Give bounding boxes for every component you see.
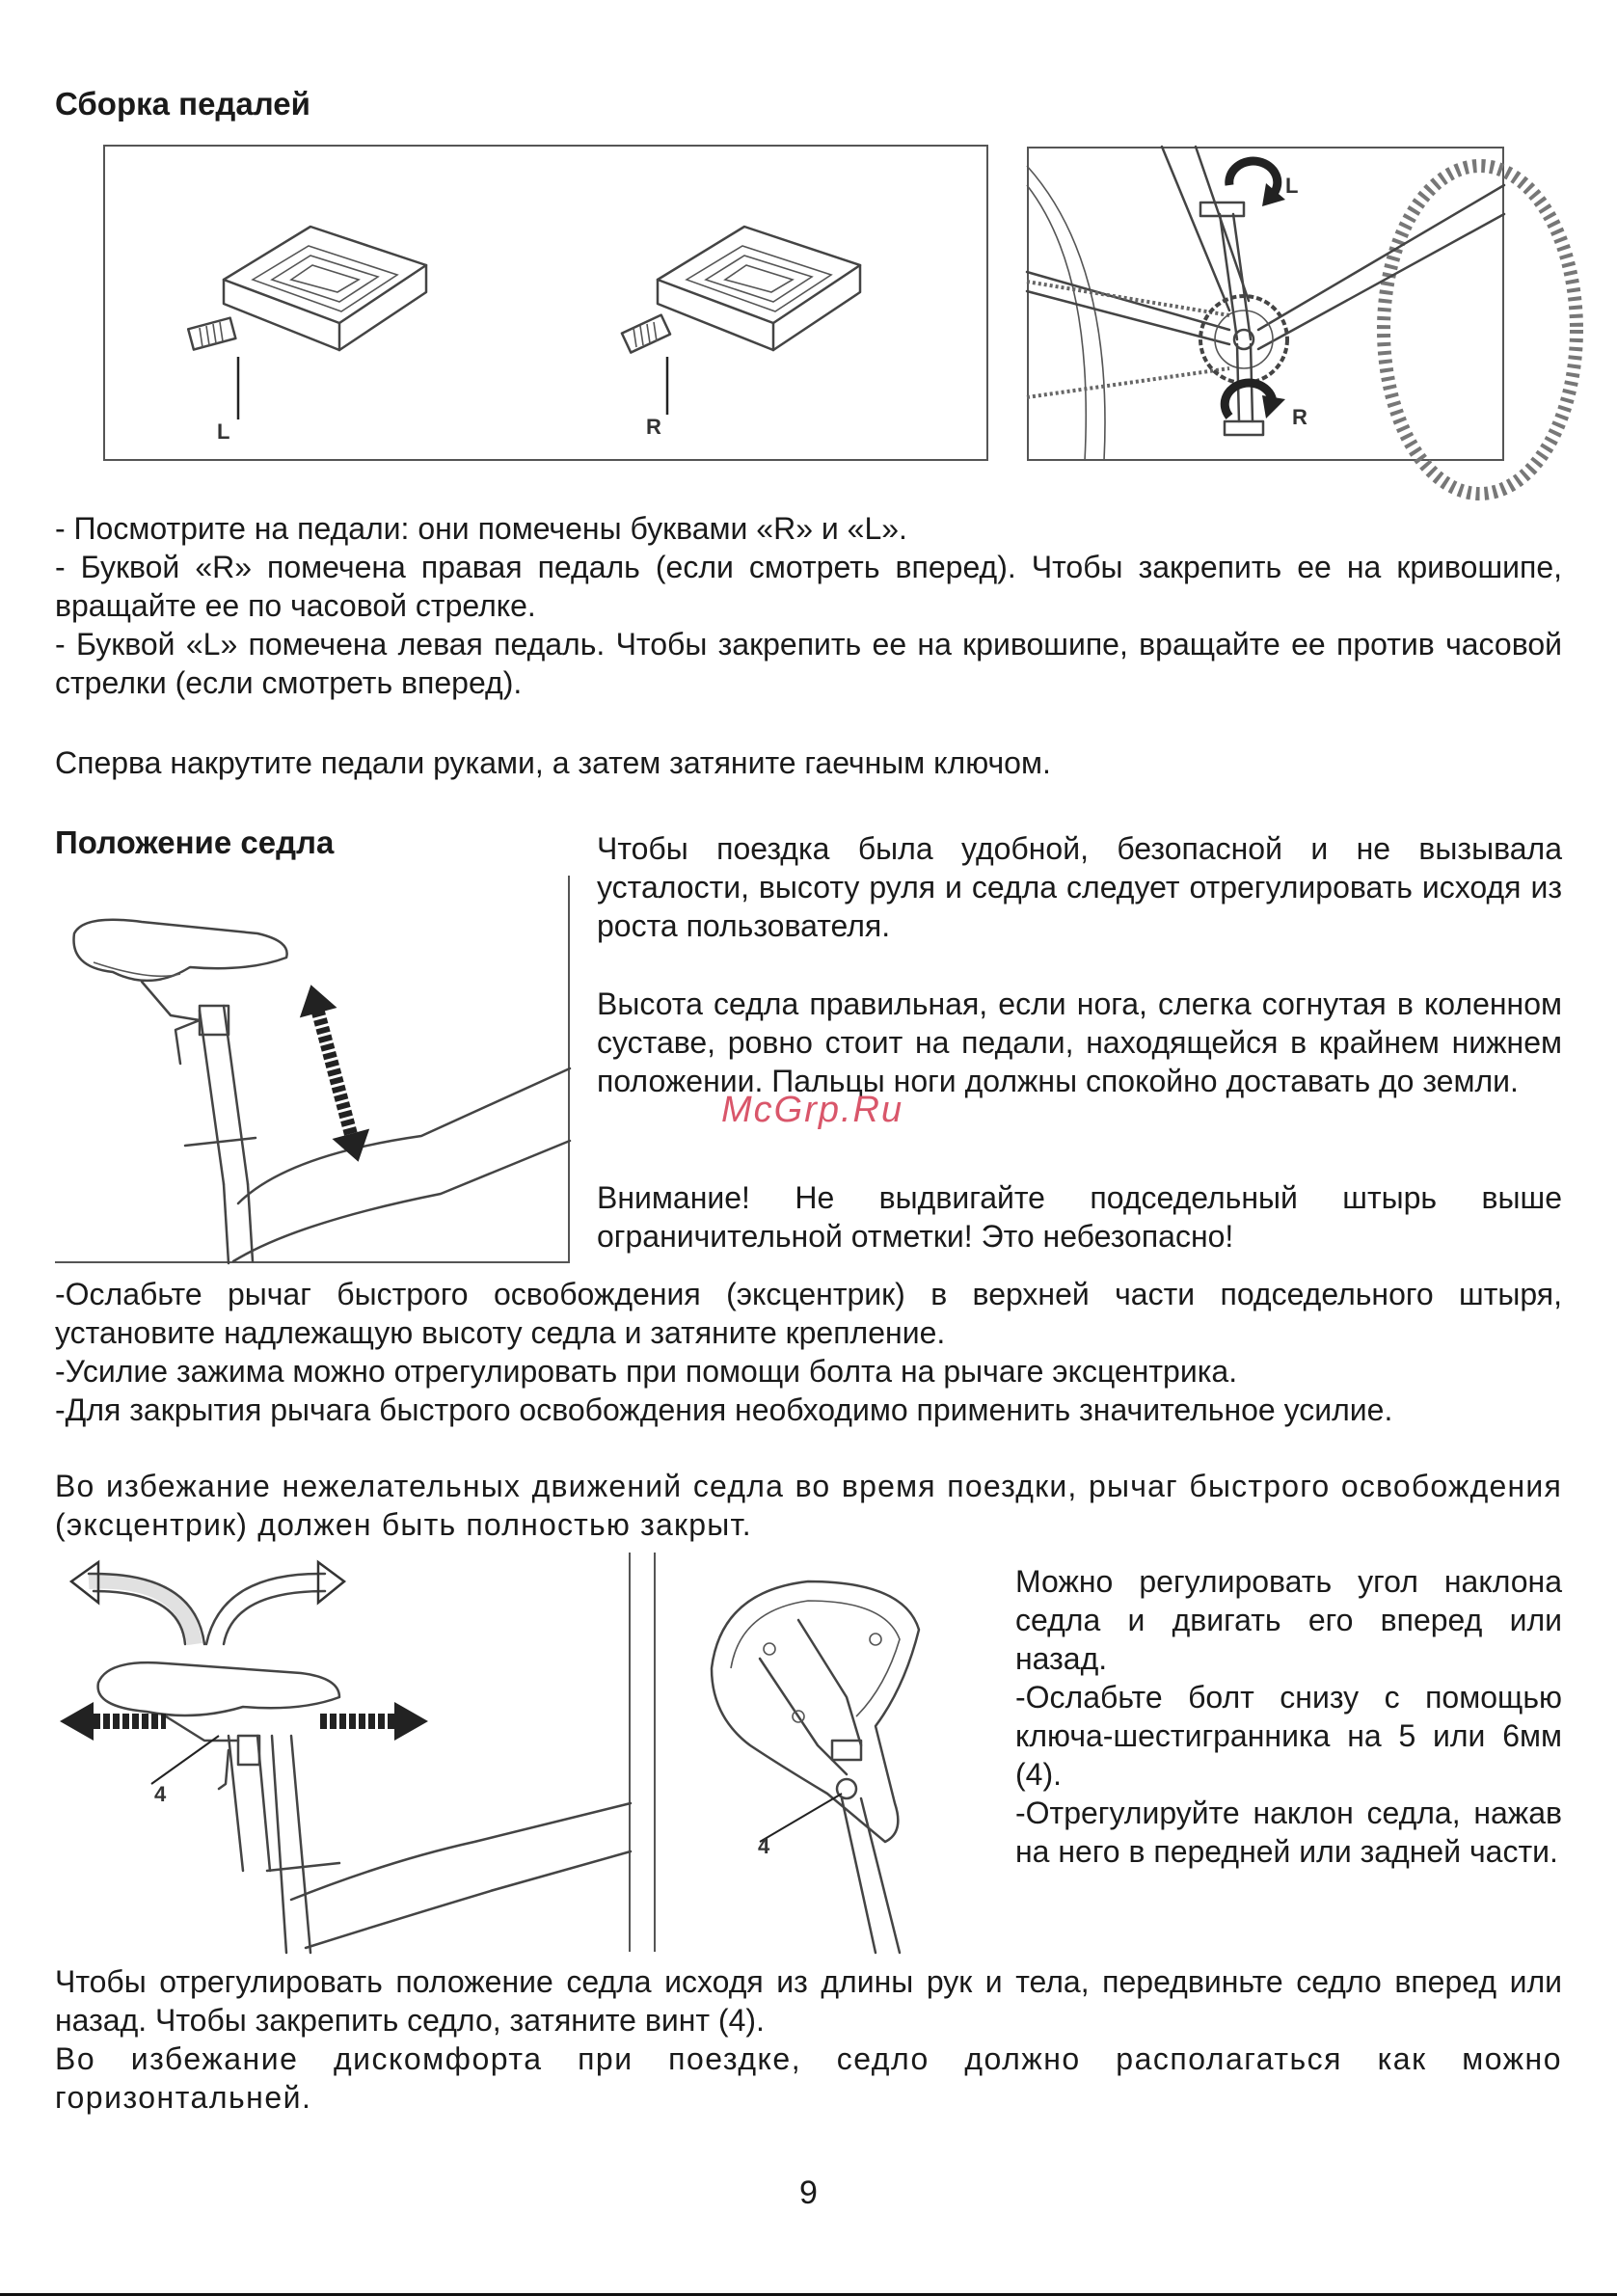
page-number: 9 [799, 2174, 818, 2211]
saddle-height-rule: Высота седла правильная, если нога, слегка согнутая в коленном суставе, ровно стоит на педали, находящейся в крайнем нижнем положении. Пальцы ноги должны спокойно доставать до земли. [597, 986, 1562, 1098]
crank-figure [1027, 147, 1504, 461]
saddle-step: -Для закрытия рычага быстрого освобождения необходимо применить значительное усилие. [55, 1392, 1393, 1427]
pedal-note: Сперва накрутите педали руками, а затем затяните гаечным ключом. [55, 745, 1051, 780]
saddle-height-figure [55, 876, 570, 1263]
tilt-text-line: -Ослабьте болт снизу с помощью ключа-шестигранника на 5 или 6мм (4). [1015, 1680, 1562, 1792]
watermark: McGrp.Ru [721, 1090, 904, 1130]
saddle-comfort-text: Во избежание дискомфорта при поездке, седло должно располагаться как можно горизонтальней. [55, 2041, 1562, 2115]
saddle-warning: Внимание! Не выдвигайте подседельный штырь выше ограничительной отметки! Это небезопасно! [597, 1180, 1562, 1254]
saddle-underside-figure [654, 1553, 996, 1953]
saddle-title: Положение седла [55, 824, 335, 860]
right-pedal-icon [622, 227, 860, 415]
left-pedal-label: L [217, 419, 230, 444]
right-pedal-label: R [646, 415, 661, 439]
saddle-intro: Чтобы поездка была удобной, безопасной и не вызывала усталости, высоту руля и седла следует отрегулировать исходя из роста пользователя. [597, 831, 1562, 943]
pedals-figure [103, 145, 988, 461]
pedal-instructions [55, 509, 1562, 702]
saddle-step: -Усилие зажима можно отрегулировать при помощи болта на рычаге эксцентрика. [55, 1354, 1238, 1389]
pedal-instruction: - Буквой «L» помечена левая педаль. Чтобы закрепить ее на кривошипе, вращайте ее против часовой стрелки (если смотреть вперед). [55, 627, 1562, 700]
saddle-closed-note: Во избежание нежелательных движений седла во время поездки, рычаг быстрого освобождения (эксцентрик) должен быть полностью закрыт. [55, 1469, 1562, 1542]
saddle-steps [55, 1275, 1562, 1429]
saddle-position-text: Чтобы отрегулировать положение седла исходя из длины рук и тела, передвиньте седло вперед или назад. Чтобы закрепить седло, затяните винт (4). [55, 1964, 1562, 2038]
pedal-instruction: - Буквой «R» помечена правая педаль (если смотреть вперед). Чтобы закрепить ее на кривошипе, вращайте ее по часовой стрелке. [55, 550, 1562, 623]
callout-4-left: 4 [154, 1782, 167, 1806]
crank-left-label: L [1285, 174, 1299, 198]
tilt-text-line: -Отрегулируйте наклон седла, нажав на него в передней или задней части. [1015, 1796, 1562, 1869]
pedals-title: Сборка педалей [55, 86, 310, 122]
pedal-instruction: - Посмотрите на педали: они помечены буквами «R» и «L». [55, 511, 907, 546]
left-pedal-icon [188, 227, 426, 419]
callout-4-right: 4 [758, 1834, 770, 1858]
tilt-text-line: Можно регулировать угол наклона седла и двигать его вперед или назад. [1015, 1564, 1562, 1676]
saddle-tilt-text [1015, 1562, 1562, 1871]
crank-right-label: R [1292, 405, 1307, 429]
saddle-step: -Ослабьте рычаг быстрого освобождения (эксцентрик) в верхней части подседельного штыря, установите надлежащую высоту седла и затяните крепление. [55, 1277, 1562, 1350]
saddle-adjust-figure [50, 1553, 631, 1953]
